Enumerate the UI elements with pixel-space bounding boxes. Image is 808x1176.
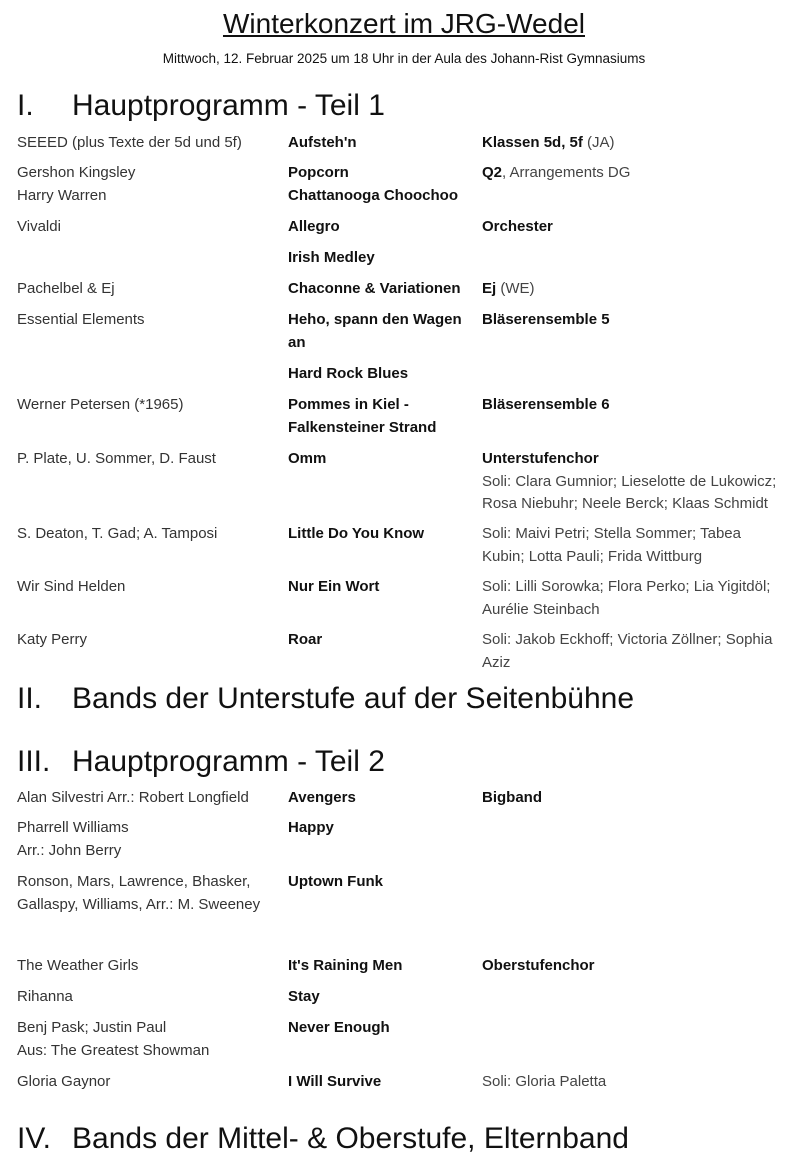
piece-cell [288,1071,473,1094]
section-number: IV. [17,1122,51,1155]
composer-text: S. Deaton, T. Gad; A. Tamposi [17,525,218,542]
piece-cell [288,986,473,1009]
section-title: Bands der Unterstufe auf der Seitenbühne [72,682,635,715]
performer-ensemble: Ej [482,280,497,297]
section-number: III. [17,745,51,778]
composer-cell [17,448,282,471]
soloists-text: Aurélie Steinbach [482,600,600,618]
soloists-text: Soli: Lilli Sorowka; Flora Perko; Lia Yigitdöl; [482,578,771,595]
piece-cell [288,817,473,840]
performer-cell [482,132,797,155]
performer-ensemble: Klassen 5d, 5f [482,134,583,151]
piece-cell [288,162,473,207]
piece-title: It's Raining Men [288,957,403,974]
soloists-text: Kubin; Lotta Pauli; Frida Wittburg [482,547,703,565]
performer-ensemble: Oberstufenchor [482,957,595,974]
piece-title: Heho, spann den Wagen [288,311,462,328]
performer-cell [482,629,797,674]
piece-cell [288,955,473,978]
composer-cell [17,986,282,1009]
page-title: Winterkonzert im JRG-Wedel [222,8,585,39]
composer-text: Essential Elements [17,311,145,328]
piece-cell [288,787,473,810]
piece-cell [288,394,473,439]
performer-cell [482,162,797,185]
piece-title: I Will Survive [288,1073,382,1090]
piece-cell [288,448,473,471]
piece-cell [288,871,473,894]
performer-note: (JA) [582,134,615,151]
composer-cell [17,1071,282,1094]
performer-text [482,448,797,471]
composer-cell [17,278,282,301]
soloists-text: Soli: Jakob Eckhoff; Victoria Zöllner; Sophia [482,631,773,648]
performer-note: , Arrangements DG [502,164,631,181]
composer-text: Katy Perry [17,631,88,648]
performer-note: (WE) [496,280,535,297]
soloists-text: Soli: Maivi Petri; Stella Sommer; Tabea [482,525,741,542]
performer-cell [482,1071,797,1094]
performer-text [482,278,797,301]
piece-title: Irish Medley [288,249,375,266]
performer-text [482,216,797,239]
performer-ensemble: Unterstufenchor [482,450,599,467]
composer-cell [17,1017,282,1062]
performer-cell [482,309,797,332]
composer-text: SEEED (plus Texte der 5d und 5f) [17,134,242,151]
composer-cell [17,955,282,978]
piece-cell [288,278,473,301]
piece-title: Hard Rock Blues [288,365,409,382]
composer-text: Gallaspy, Williams, Arr.: M. Sweeney [17,895,261,913]
piece-cell [288,247,473,270]
performer-text [482,955,797,978]
performer-cell [482,787,797,810]
composer-cell [17,394,282,417]
performer-cell [482,448,797,516]
composer-cell [17,523,282,546]
piece-cell [288,629,473,652]
soloists-text: Rosa Niebuhr; Neele Berck; Klaas Schmidt [482,495,768,512]
composer-text: Ronson, Mars, Lawrence, Bhasker, [17,873,251,890]
piece-title: Aufsteh'n [288,134,357,151]
soloists-text: Soli: Clara Gumnior; Lieselotte de Lukowicz; [482,472,777,490]
composer-cell [17,817,282,862]
piece-cell [288,132,473,155]
piece-title: Falkensteiner Strand [288,418,437,436]
section-title: Hauptprogramm - Teil 1 [72,89,385,122]
piece-title: Avengers [288,789,356,806]
composer-text: Gloria Gaynor [17,1073,111,1090]
performer-text [482,132,797,155]
performer-ensemble: Orchester [482,218,553,235]
soloists-text: Aziz [482,653,511,671]
performer-text [482,394,797,417]
piece-title: Nur Ein Wort [288,578,380,595]
composer-cell [17,162,282,207]
composer-text: Vivaldi [17,218,61,235]
piece-title: Happy [288,819,334,836]
performer-cell [482,216,797,239]
composer-text: Rihanna [17,988,73,1005]
section-number: I. [17,89,34,122]
section-heading-4 [17,1122,629,1156]
piece-title: Never Enough [288,1019,390,1036]
piece-title: Stay [288,988,320,1005]
piece-cell [288,1017,473,1040]
performer-ensemble: Bläserensemble 6 [482,396,610,413]
piece-title: Omm [288,450,327,467]
section-heading-2 [17,682,634,716]
composer-cell [17,576,282,599]
performer-ensemble: Q2 [482,164,503,181]
piece-title: Little Do You Know [288,525,425,542]
performer-text [482,787,797,810]
composer-cell [17,216,282,239]
piece-title: Pommes in Kiel - [288,396,409,413]
piece-title: Allegro [288,218,340,235]
piece-title: Chaconne & Variationen [288,280,461,297]
piece-cell [288,216,473,239]
composer-text: Pharrell Williams [17,819,129,836]
piece-cell [288,523,473,546]
composer-cell [17,871,282,916]
composer-cell [17,132,282,155]
piece-title: Popcorn [288,164,349,181]
piece-title: Roar [288,631,323,648]
piece-title: Uptown Funk [288,873,383,890]
composer-cell [17,787,282,810]
composer-text: P. Plate, U. Sommer, D. Faust [17,450,216,467]
performer-ensemble: Bigband [482,789,542,806]
composer-text: Werner Petersen (*1965) [17,396,184,413]
piece-title: an [288,333,306,351]
composer-cell [17,629,282,652]
piece-cell [288,576,473,599]
performer-cell [482,278,797,301]
section-heading-3 [17,745,385,779]
section-number: II. [17,682,43,715]
composer-cell [17,309,282,332]
section-heading-1 [17,89,385,123]
soloists-text: Soli: Gloria Paletta [482,1073,607,1090]
composer-text: Benj Pask; Justin Paul [17,1019,167,1036]
composer-text: Alan Silvestri Arr.: Robert Longfield [17,789,249,806]
performer-ensemble: Bläserensemble 5 [482,311,610,328]
subtitle: Mittwoch, 12. Februar 2025 um 18 Uhr in der Aula des Johann-Rist Gymnasiums [162,51,646,66]
piece-title: Chattanooga Choochoo [288,186,458,204]
section-title: Hauptprogramm - Teil 2 [72,745,385,778]
composer-text: Wir Sind Helden [17,578,126,595]
performer-cell [482,523,797,568]
composer-text: Harry Warren [17,186,107,204]
composer-text: The Weather Girls [17,957,139,974]
performer-text [482,162,797,185]
composer-text: Pachelbel & Ej [17,280,115,297]
performer-cell [482,955,797,978]
piece-cell [288,363,473,386]
section-title: Bands der Mittel- & Oberstufe, Elternband [72,1122,629,1155]
composer-text: Aus: The Greatest Showman [17,1041,210,1059]
composer-text: Gershon Kingsley [17,164,136,181]
piece-cell [288,309,473,354]
composer-text: Arr.: John Berry [17,841,122,859]
performer-text [482,309,797,332]
performer-cell [482,576,797,621]
performer-cell [482,394,797,417]
